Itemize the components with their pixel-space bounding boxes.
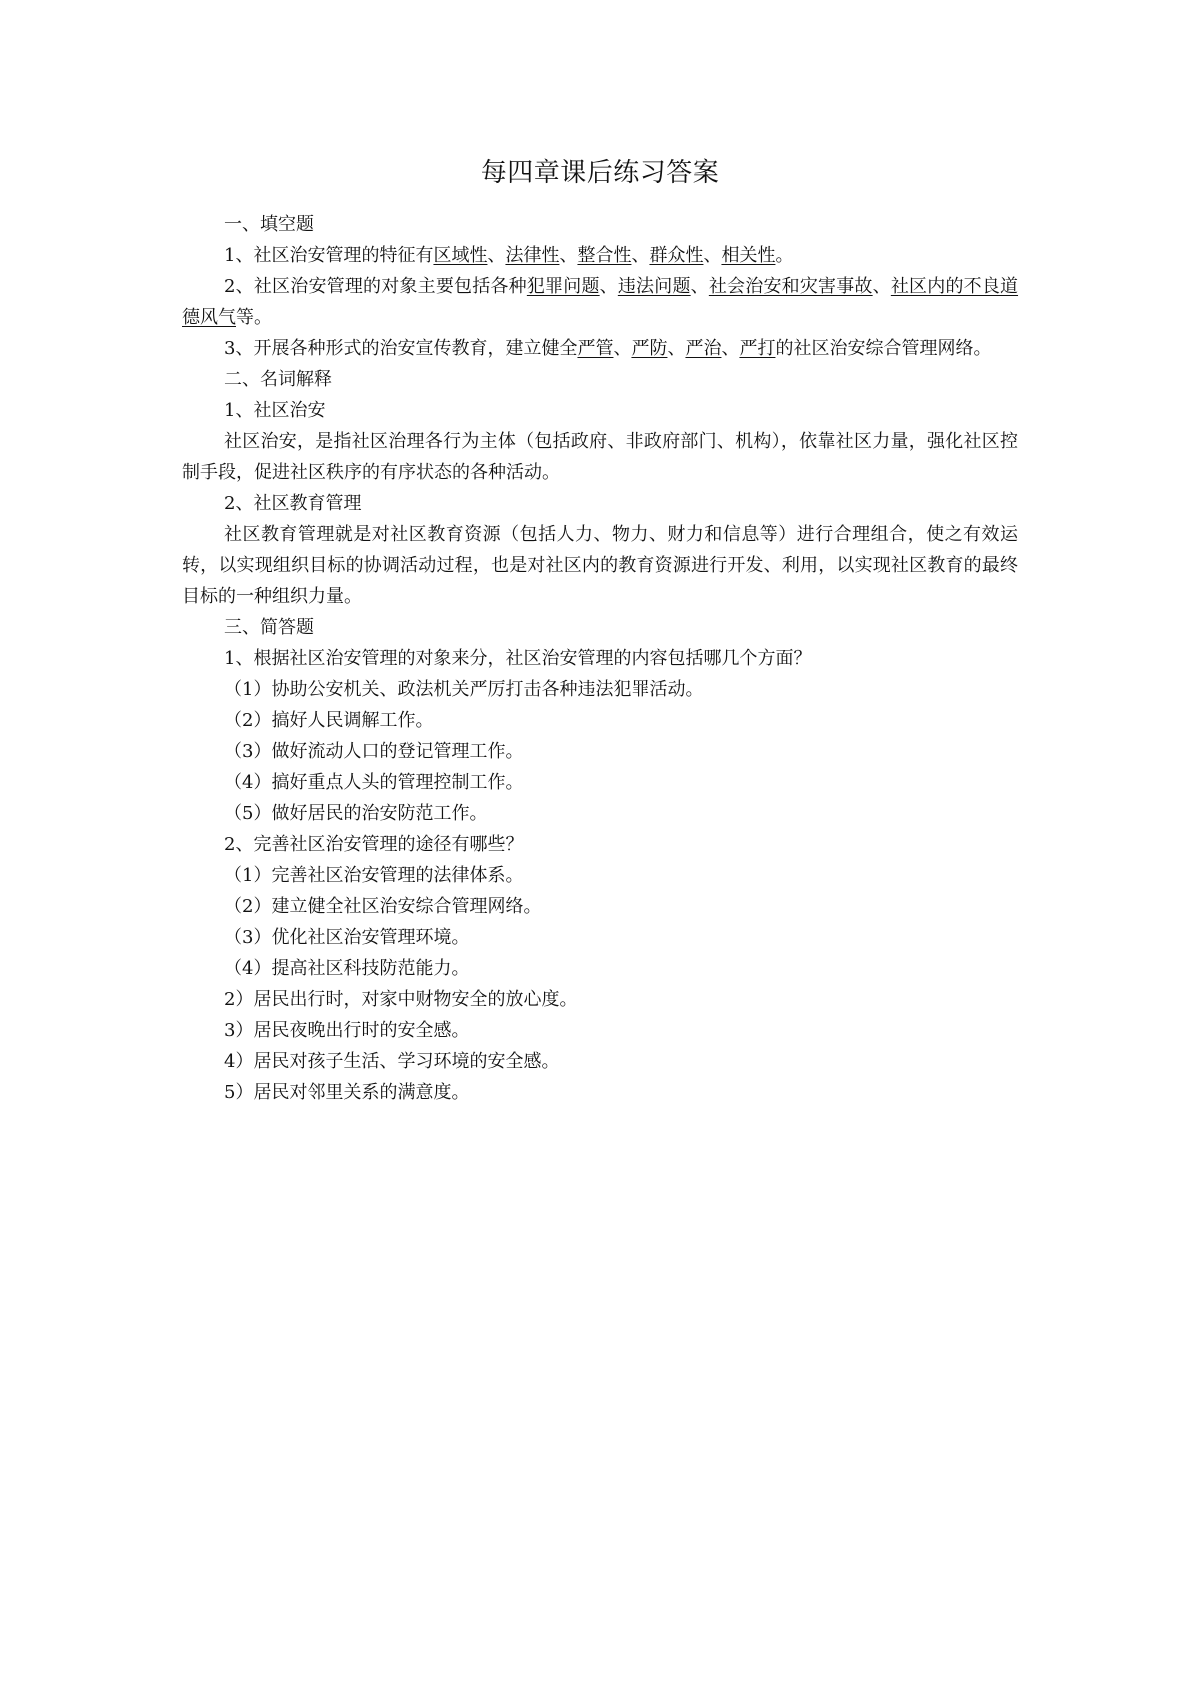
answer-item: （4）提高社区科技防范能力。 xyxy=(224,958,470,979)
fill-item-1 xyxy=(182,240,1018,271)
text-run: 、 xyxy=(721,338,740,359)
term-definition-1: 社区治安，是指社区治理各行为主体（包括政府、非政府部门、机构），依靠社区力量，强化社区控制手段，促进社区秩序的有序状态的各种活动。 xyxy=(182,431,1018,483)
section-heading-terms: 二、名词解释 xyxy=(224,369,332,390)
answer-item: 2）居民出行时，对家中财物安全的放心度。 xyxy=(224,989,578,1010)
term-definition-2: 社区教育管理就是对社区教育资源（包括人力、物力、财力和信息等）进行合理组合，使之有效运转，以实现组织目标的协调活动过程，也是对社区内的教育资源进行开发、利用，以实现社区教育的最终目标的一种组织力量。 xyxy=(182,524,1018,607)
answer-blank: 群众性 xyxy=(649,245,704,266)
text-run: 、 xyxy=(631,245,650,266)
answer-item: 5）居民对邻里关系的满意度。 xyxy=(224,1082,470,1103)
question-2: 2、完善社区治安管理的途径有哪些？ xyxy=(224,834,524,855)
answer-item: （1）完善社区治安管理的法律体系。 xyxy=(224,865,524,886)
answer-item: （2）建立健全社区治安综合管理网络。 xyxy=(224,896,542,917)
answer-item: 4）居民对孩子生活、学习环境的安全感。 xyxy=(224,1051,560,1072)
text-run: 、 xyxy=(690,276,709,297)
text-run: 、 xyxy=(559,245,578,266)
answer-blank: 严管 xyxy=(577,338,614,359)
text-run: 、 xyxy=(599,276,618,297)
answer-item: （1）协助公安机关、政法机关严厉打击各种违法犯罪活动。 xyxy=(224,679,704,700)
text-run: 2、社区治安管理的对象主要包括各种 xyxy=(224,276,527,297)
text-run: 的社区治安综合管理网络。 xyxy=(775,338,992,359)
term-heading-2: 2、社区教育管理 xyxy=(224,493,362,514)
answer-blank: 法律性 xyxy=(505,245,560,266)
answer-item: 3）居民夜晚出行时的安全感。 xyxy=(224,1020,470,1041)
answer-blank: 整合性 xyxy=(577,245,632,266)
text-run: 。 xyxy=(775,245,794,266)
answer-blank: 违法问题 xyxy=(617,276,691,297)
text-run: 等。 xyxy=(236,307,272,328)
term-heading-1: 1、社区治安 xyxy=(224,400,326,421)
text-run: 、 xyxy=(487,245,506,266)
answer-item: （3）做好流动人口的登记管理工作。 xyxy=(224,741,524,762)
answer-blank: 严打 xyxy=(739,338,776,359)
text-run: 、 xyxy=(703,245,722,266)
fill-item-3 xyxy=(182,333,1018,364)
document-page xyxy=(182,156,1018,1108)
section-heading-short-answer: 三、简答题 xyxy=(224,617,314,638)
text-run: 、 xyxy=(667,338,686,359)
question-1: 1、根据社区治安管理的对象来分，社区治安管理的内容包括哪几个方面？ xyxy=(224,648,812,669)
text-run: 3、开展各种形式的治安宣传教育，建立健全 xyxy=(224,338,578,359)
answer-blank: 社会治安和灾害事故 xyxy=(708,276,873,297)
answer-item: （4）搞好重点人头的管理控制工作。 xyxy=(224,772,524,793)
answer-blank: 相关性 xyxy=(721,245,776,266)
answer-item: （3）优化社区治安管理环境。 xyxy=(224,927,470,948)
answer-blank: 犯罪问题 xyxy=(526,276,600,297)
answer-blank: 严治 xyxy=(685,338,722,359)
answer-blank: 社区内的不良道德风气 xyxy=(182,276,1019,328)
section-heading-fill: 一、填空题 xyxy=(224,214,314,235)
answer-item: （2）搞好人民调解工作。 xyxy=(224,710,434,731)
page-title: 每四章课后练习答案 xyxy=(480,158,720,188)
fill-item-2 xyxy=(182,271,1018,333)
text-run: 、 xyxy=(872,276,891,297)
answer-item: （5）做好居民的治安防范工作。 xyxy=(224,803,488,824)
answer-blank: 区域性 xyxy=(433,245,488,266)
text-run: 、 xyxy=(613,338,632,359)
answer-blank: 严防 xyxy=(631,338,668,359)
text-run: 1、社区治安管理的特征有 xyxy=(224,245,434,266)
